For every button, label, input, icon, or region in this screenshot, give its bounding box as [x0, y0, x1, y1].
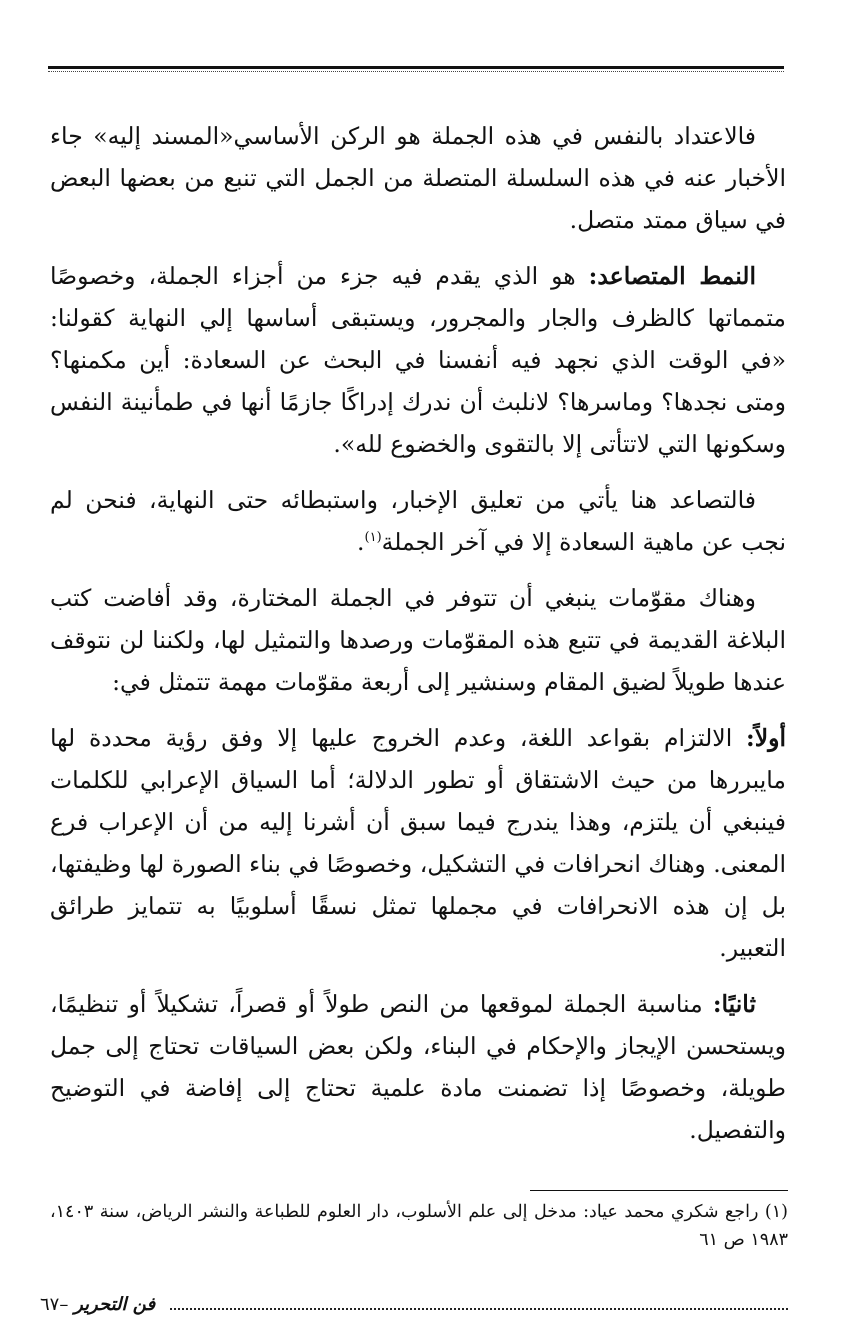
footer-rule — [170, 1308, 788, 1310]
footnote-reference: (١) — [364, 530, 382, 546]
paragraph-lead: النمط المتصاعد: — [588, 262, 756, 290]
paragraph-lead: أولاً: — [746, 724, 786, 752]
page-footer — [40, 1292, 155, 1318]
footnote — [50, 1198, 788, 1254]
footnote-text: (١) راجع شكري محمد عياد: مدخل إلى علم الأسلوب، دار العلوم للطباعة والنشر الرياض، سنة ١٤٠٣، ١٩٨٣ ص ٦١ — [50, 1202, 788, 1250]
paragraph-text: هو الذي يقدم فيه جزء من أجزاء الجملة، وخصوصًا متمماتها كالظرف والجار والمجرور، ويستبقى أساسها إلي النهاية كقولنا: «في الوقت الذي نجهد فيه أنفسنا في البحث عن السعادة: أين مكمنها؟ ومتى نجدها؟ وماسرها؟ لانلبث أن ندرك إدراكًا جازمًا أنها في طمأنينة النفس وسكونها التي لاتتأتى إلا بالتقوى والخضوع لله». — [50, 262, 786, 458]
top-rule — [48, 66, 784, 69]
paragraph-tail: . — [357, 528, 365, 556]
paragraph-text: وهناك مقوّمات ينبغي أن تتوفر في الجملة المختارة، وقد أفاضت كتب البلاغة القديمة في تتبع هذه المقوّمات ورصدها والتمثيل لها، ولكننا لن نتوقف عندها طويلاً لضيق المقام وسنشير إلى أربعة مقوّمات مهمة تتمثل في: — [50, 584, 786, 696]
paragraph-6 — [50, 983, 786, 1151]
paragraph-2 — [50, 255, 786, 465]
paragraph-text: فالاعتداد بالنفس في هذه الجملة هو الركن الأساسي«المسند إليه» جاء الأخبار عنه في هذه السلسلة المتصلة من الجمل التي تنبع من بعضها البعض في سياق ممتد متصل. — [50, 122, 786, 234]
paragraph-lead: ثانيًا: — [712, 990, 756, 1018]
paragraph-5 — [50, 717, 786, 969]
paragraph-4 — [50, 577, 786, 703]
paragraph-text: الالتزام بقواعد اللغة، وعدم الخروج عليها إلا وفق رؤية محددة لها مايبررها من حيث الاشتقاق أو تطور الدلالة؛ أما السياق الإعرابي للكلمات فينبغي أن يلتزم، وهذا يندرج فيما سبق أن أشرنا إليه من أن الإعراب فرع المعنى. وهناك انحرافات في التشكيل، وخصوصًا في بناء الصورة لها وظيفتها، بل إن هذه الانحرافات في مجملها تمثل نسقًا أسلوبيًا به تتمايز طرائق التعبير. — [50, 724, 786, 962]
page-number: –٦٧ — [40, 1294, 69, 1315]
paragraph-1 — [50, 115, 786, 241]
footnote-rule — [530, 1190, 788, 1191]
page-body — [50, 115, 786, 1165]
paragraph-text: فالتصاعد هنا يأتي من تعليق الإخبار، واستبطائه حتى النهاية، فنحن لم نجب عن ماهية السعادة إلا في آخر الجملة — [50, 486, 786, 556]
paragraph-3 — [50, 479, 786, 563]
running-title: فن التحرير — [74, 1294, 156, 1315]
paragraph-text: مناسبة الجملة لموقعها من النص طولاً أو قصراً، تشكيلاً أو تنظيمًا، ويستحسن الإيجاز والإحكام في البناء، ولكن بعض السياقات تحتاج إلى جمل طويلة، وخصوصًا إذا تضمنت مادة علمية تحتاج إلى إفاضة في التوضيح والتفصيل. — [50, 990, 786, 1144]
